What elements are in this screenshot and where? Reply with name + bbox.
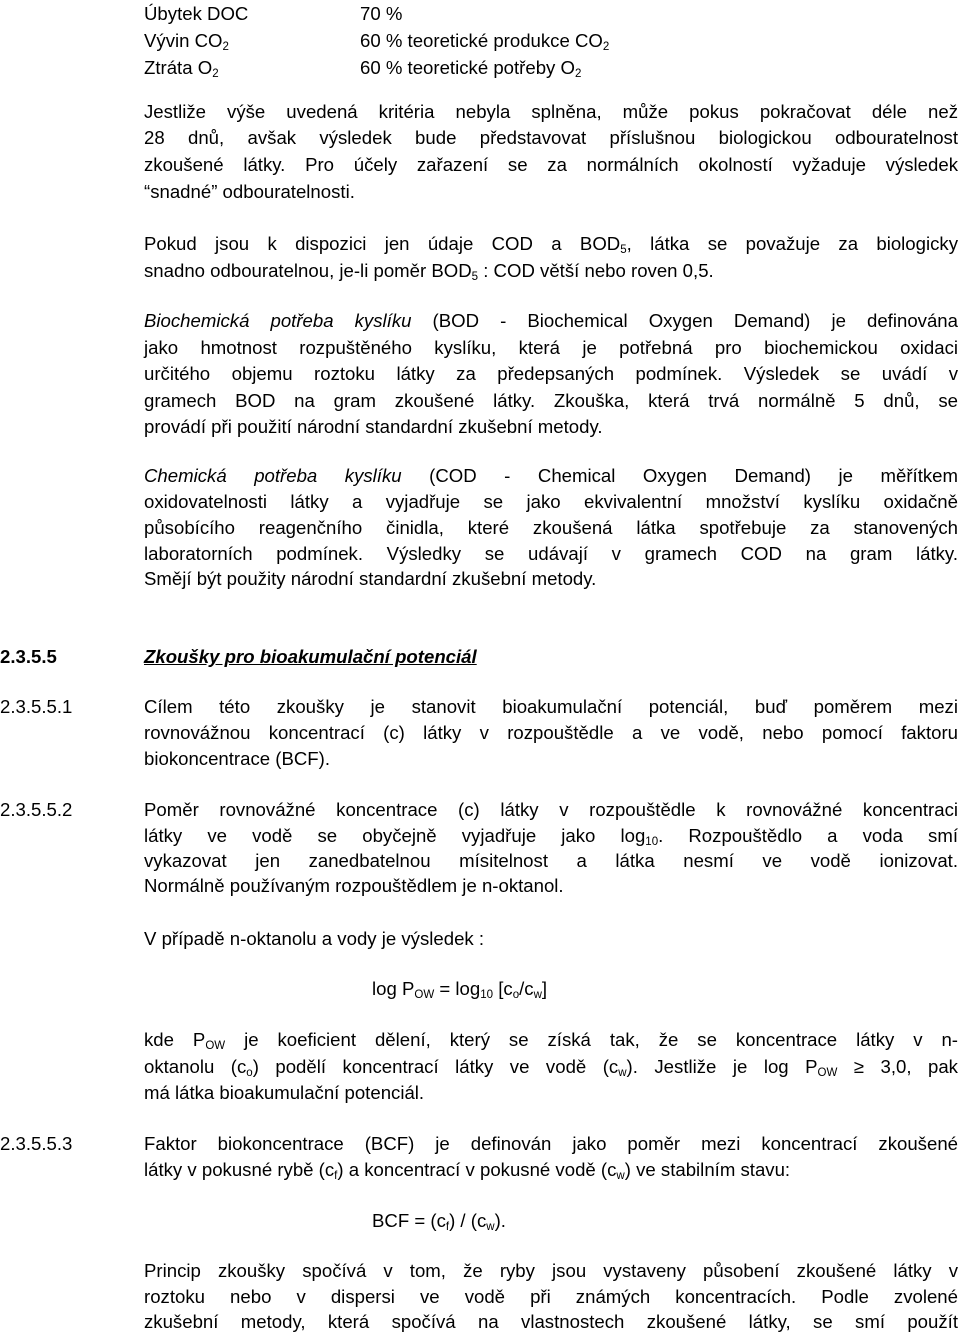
paragraph-line: zkušební metody, která spočívá na vlastnostech zkoušené látky, se smí použít (144, 1311, 958, 1332)
criteria-label: Úbytek DOC (144, 3, 249, 24)
paragraph-line: vykazovat jen zanedbatelnou mísitelnost a látka nesmí ve vodě ionizovat. (144, 850, 958, 871)
paragraph-line: gramech BOD na gram zkoušené látky. Zkouška, která trvá normálně 5 dnů, se (144, 390, 958, 411)
criteria-value: 60 % teoretické potřeby $O_2$ (360, 57, 582, 80)
paragraph-line: rovnovážnou koncentrací (c) látky v rozpouštědle a ve vodě, nebo pomocí faktoru (144, 722, 958, 743)
paragraph-line: Princip zkoušky spočívá v tom, že ryby jsou vystaveny působení zkoušené látky v (144, 1260, 958, 1281)
paragraph-line: biokoncentrace (BCF). (144, 748, 331, 769)
criteria-label: Ztráta $O_2$ (144, 57, 219, 80)
criteria-value: 60 % teoretické produkce $CO_2$ (360, 30, 610, 53)
defined-term: Biochemická potřeba kyslíku (144, 310, 412, 331)
paragraph-line: látky ve vodě se obyčejně vyjadřuje jako $\log_{10}$. Rozpouštědlo a voda smí (144, 825, 958, 848)
paragraph-line: Normálně používaným rozpouštědlem je n-oktanol. (144, 875, 564, 896)
paragraph-line: Biochemická potřeba kyslíku (BOD - Biochemical Oxygen Demand) je definována (144, 310, 958, 331)
paragraph-line: Chemická potřeba kyslíku (COD - Chemical Oxygen Demand) je měřítkem (144, 465, 958, 486)
paragraph-line: oktanolu $(c_o)$ podělí koncentrací látky ve vodě $(c_w)$. Jestliže je $\log P_{OW} \ge 3,0$, pak (144, 1056, 958, 1079)
paragraph-line: určitého objemu roztoku látky za předepsaných podmínek. Výsledek se uvádí v (144, 363, 958, 384)
paragraph-line: jako hmotnost rozpuštěného kyslíku, která je potřebná pro biochemickou oxidaci (144, 337, 958, 358)
subsection-number: 2.3.5.5.1 (0, 696, 73, 717)
paragraph-line: zkoušené látky. Pro účely zařazení se za normálních okolností vyžaduje výsledek (144, 154, 958, 175)
subsection-number: 2.3.5.5.3 (0, 1133, 73, 1154)
paragraph-line: V případě n-oktanolu a vody je výsledek : (144, 928, 485, 949)
defined-term: Chemická potřeba kyslíku (144, 465, 402, 486)
paragraph-line: Smějí být použity národní standardní zkušební metody. (144, 568, 597, 589)
paragraph-line: Faktor biokoncentrace (BCF) je definován jako poměr mezi koncentrací zkoušené (144, 1133, 958, 1154)
paragraph-line: Pokud jsou k dispozici jen údaje COD a $BOD_5$, látka se považuje za biologicky (144, 233, 958, 256)
section-number: 2.3.5.5 (0, 646, 57, 667)
paragraph-line: snadno odbouratelnou, je-li poměr $BOD_5$ : COD větší nebo roven 0,5. (144, 260, 714, 283)
paragraph-line: Jestliže výše uvedená kritéria nebyla splněna, může pokus pokračovat déle než (144, 101, 958, 122)
paragraph-line: Poměr rovnovážné koncentrace (c) látky v rozpouštědle k rovnovážné koncentraci (144, 799, 958, 820)
paragraph-line: kde $P_{OW}$ je koeficient dělení, který se získá tak, že se koncentrace látky v n- (144, 1029, 959, 1052)
paragraph-line: 28 dnů, avšak výsledek bude představovat příslušnou biologickou odbouratelnost (144, 127, 958, 148)
paragraph-line: Cílem této zkoušky je stanovit bioakumulační potenciál, buď poměrem mezi (144, 696, 958, 717)
paragraph-line: roztoku nebo v dispersi ve vodě při známých koncentracích. Podle zvolené (144, 1286, 958, 1307)
paragraph-line: působícího reagenčního činidla, které zkoušená látka spotřebuje za stanovených (144, 517, 958, 538)
paragraph-line: laboratorních podmínek. Výsledky se udávají v gramech COD na gram látky. (144, 543, 958, 564)
paragraph-line: má látka bioakumulační potenciál. (144, 1082, 425, 1103)
paragraph-line: látky v pokusné rybě $(c_f)$ a koncentrací v pokusné vodě $(c_w)$ ve stabilním stavu: (144, 1159, 791, 1182)
formula-log-pow: $\log P_{OW} = \log_{10} [c_o/c_w]$ (372, 978, 548, 1001)
formula-bcf: BCF = $(c_f) / (c_w)$. (372, 1210, 506, 1233)
paragraph-line: “snadné” odbouratelnosti. (144, 181, 355, 202)
section-title: Zkoušky pro bioakumulační potenciál (144, 646, 477, 667)
criteria-value: 70 % (360, 3, 403, 24)
subsection-number: 2.3.5.5.2 (0, 799, 73, 820)
criteria-label: Vývin $CO_2$ (144, 30, 229, 53)
paragraph-line: oxidovatelnosti látky a vyjadřuje se jako ekvivalentní množství kyslíku oxidačně (144, 491, 958, 512)
paragraph-line: provádí při použití národní standardní zkušební metody. (144, 416, 603, 437)
